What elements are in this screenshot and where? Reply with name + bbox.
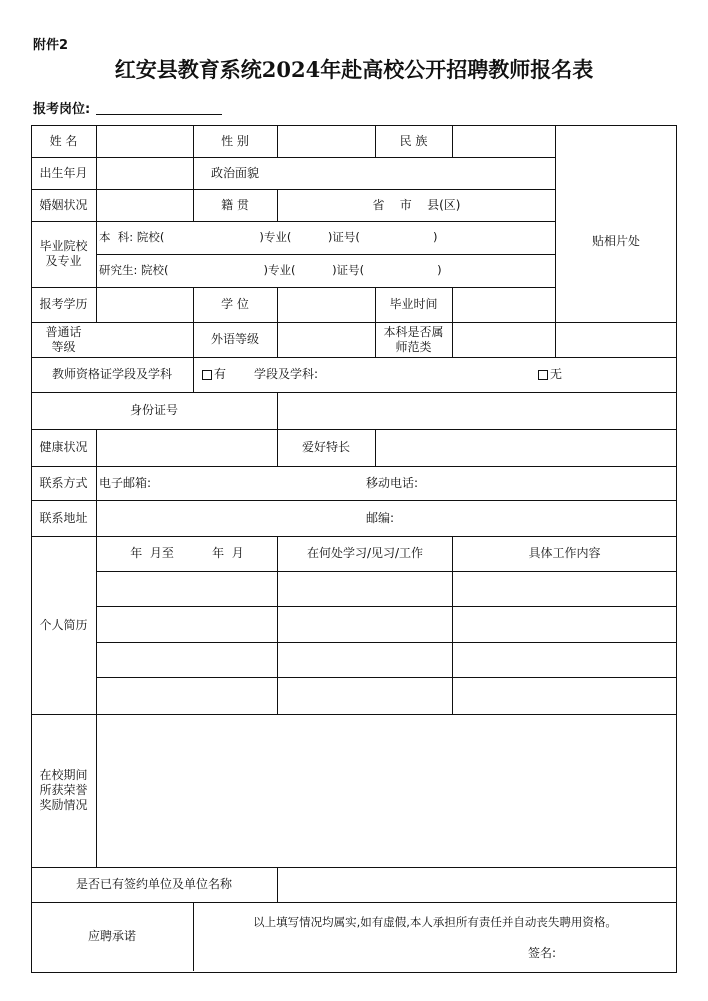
address-input[interactable] xyxy=(99,500,359,536)
post-field[interactable] xyxy=(33,98,222,117)
rule xyxy=(96,466,97,500)
degree-input[interactable] xyxy=(278,287,375,322)
degree-level-input[interactable] xyxy=(97,287,193,322)
gender-label: 性 别 xyxy=(221,133,249,148)
hobby-input[interactable] xyxy=(376,429,676,466)
foreign-lang-input[interactable] xyxy=(278,322,375,357)
cert-yes-option[interactable] xyxy=(202,357,250,392)
mobile-field[interactable]: 移动电话: xyxy=(366,475,419,490)
contract-input[interactable] xyxy=(278,867,676,902)
school-major-label: 毕业院校及专业 xyxy=(39,239,88,268)
political-label: 政治面貌 xyxy=(210,165,259,180)
political-input[interactable] xyxy=(278,157,555,189)
birth-input[interactable] xyxy=(97,157,193,189)
checkbox-icon[interactable] xyxy=(202,370,212,380)
honors-input[interactable] xyxy=(97,714,676,867)
stage-subject-label: 学段及学科: xyxy=(254,367,319,381)
commitment-label: 应聘承诺 xyxy=(87,929,136,943)
resume-content-header: 具体工作内容 xyxy=(528,546,601,560)
honors-label: 在校期间所获荣誉奖励情况 xyxy=(39,768,88,812)
birth-label: 出生年月 xyxy=(39,165,88,180)
post-line xyxy=(96,100,222,115)
native-input[interactable]: 省 市 县(区) xyxy=(372,197,461,212)
rule xyxy=(96,571,677,572)
name-input[interactable] xyxy=(97,125,193,157)
post-label: 报考岗位: xyxy=(33,102,91,117)
gender-input[interactable] xyxy=(278,125,375,157)
cert-no-option[interactable] xyxy=(538,357,578,392)
contract-label: 是否已有签约单位及单位名称 xyxy=(75,877,232,891)
rule xyxy=(96,500,97,536)
postcode-field[interactable]: 邮编: xyxy=(366,510,395,525)
ethnicity-input[interactable] xyxy=(453,125,555,157)
degree-level-label: 报考学历 xyxy=(39,297,88,311)
contact-label: 联系方式 xyxy=(39,475,88,490)
address-label: 联系地址 xyxy=(39,510,88,525)
photo-label: 贴相片处 xyxy=(591,233,640,248)
graduate-input[interactable]: 研究生: 院校( )专业( )证号( ) xyxy=(99,263,442,277)
checkbox-icon[interactable] xyxy=(538,370,548,380)
cert-no-label: 无 xyxy=(550,367,563,381)
page-title: 红安县教育系统2024年赴高校公开招聘教师报名表 xyxy=(114,57,594,82)
rule xyxy=(193,357,194,392)
photo-area[interactable] xyxy=(556,125,676,357)
degree-label: 学 位 xyxy=(221,297,249,311)
foreign-lang-label: 外语等级 xyxy=(210,332,259,346)
id-number-label: 身份证号 xyxy=(129,403,178,417)
name-label: 姓 名 xyxy=(49,133,78,148)
attachment-label: 附件2 xyxy=(33,38,69,53)
native-label: 籍 贯 xyxy=(221,197,249,212)
cert-yes-label: 有 xyxy=(214,367,227,381)
rule xyxy=(96,677,677,678)
rule xyxy=(96,606,677,607)
health-label: 健康状况 xyxy=(39,440,88,454)
email-field[interactable]: 电子邮箱: xyxy=(99,475,152,490)
commitment-text: 以上填写情况均属实,如有虚假,本人承担所有责任并自动丧失聘用资格。 xyxy=(253,914,617,929)
registration-form xyxy=(31,125,677,973)
health-input[interactable] xyxy=(97,429,277,466)
id-number-input[interactable] xyxy=(278,392,676,429)
teacher-cert-label: 教师资格证学段及学科 xyxy=(51,367,172,381)
signature-field[interactable]: 签名: xyxy=(528,945,557,960)
grad-time-label: 毕业时间 xyxy=(389,297,438,311)
mandarin-input[interactable] xyxy=(97,322,193,357)
marital-label: 婚姻状况 xyxy=(39,197,88,212)
ethnicity-label: 民 族 xyxy=(399,133,428,148)
marital-input[interactable] xyxy=(97,189,193,221)
resume-where-header: 在何处学习/见习/工作 xyxy=(306,546,424,560)
grad-time-input[interactable] xyxy=(453,287,555,322)
resume-period-header: 年 月至 年 月 xyxy=(130,546,244,560)
mandarin-label: 普通话等级 xyxy=(45,324,82,354)
undergrad-input[interactable]: 本 科: 院校( )专业( )证号( ) xyxy=(99,230,438,244)
normal-major-label: 本科是否属师范类 xyxy=(383,324,444,354)
hobby-label: 爱好特长 xyxy=(301,440,350,454)
rule xyxy=(96,642,677,643)
normal-major-input[interactable] xyxy=(453,322,555,357)
resume-label: 个人简历 xyxy=(39,617,88,632)
